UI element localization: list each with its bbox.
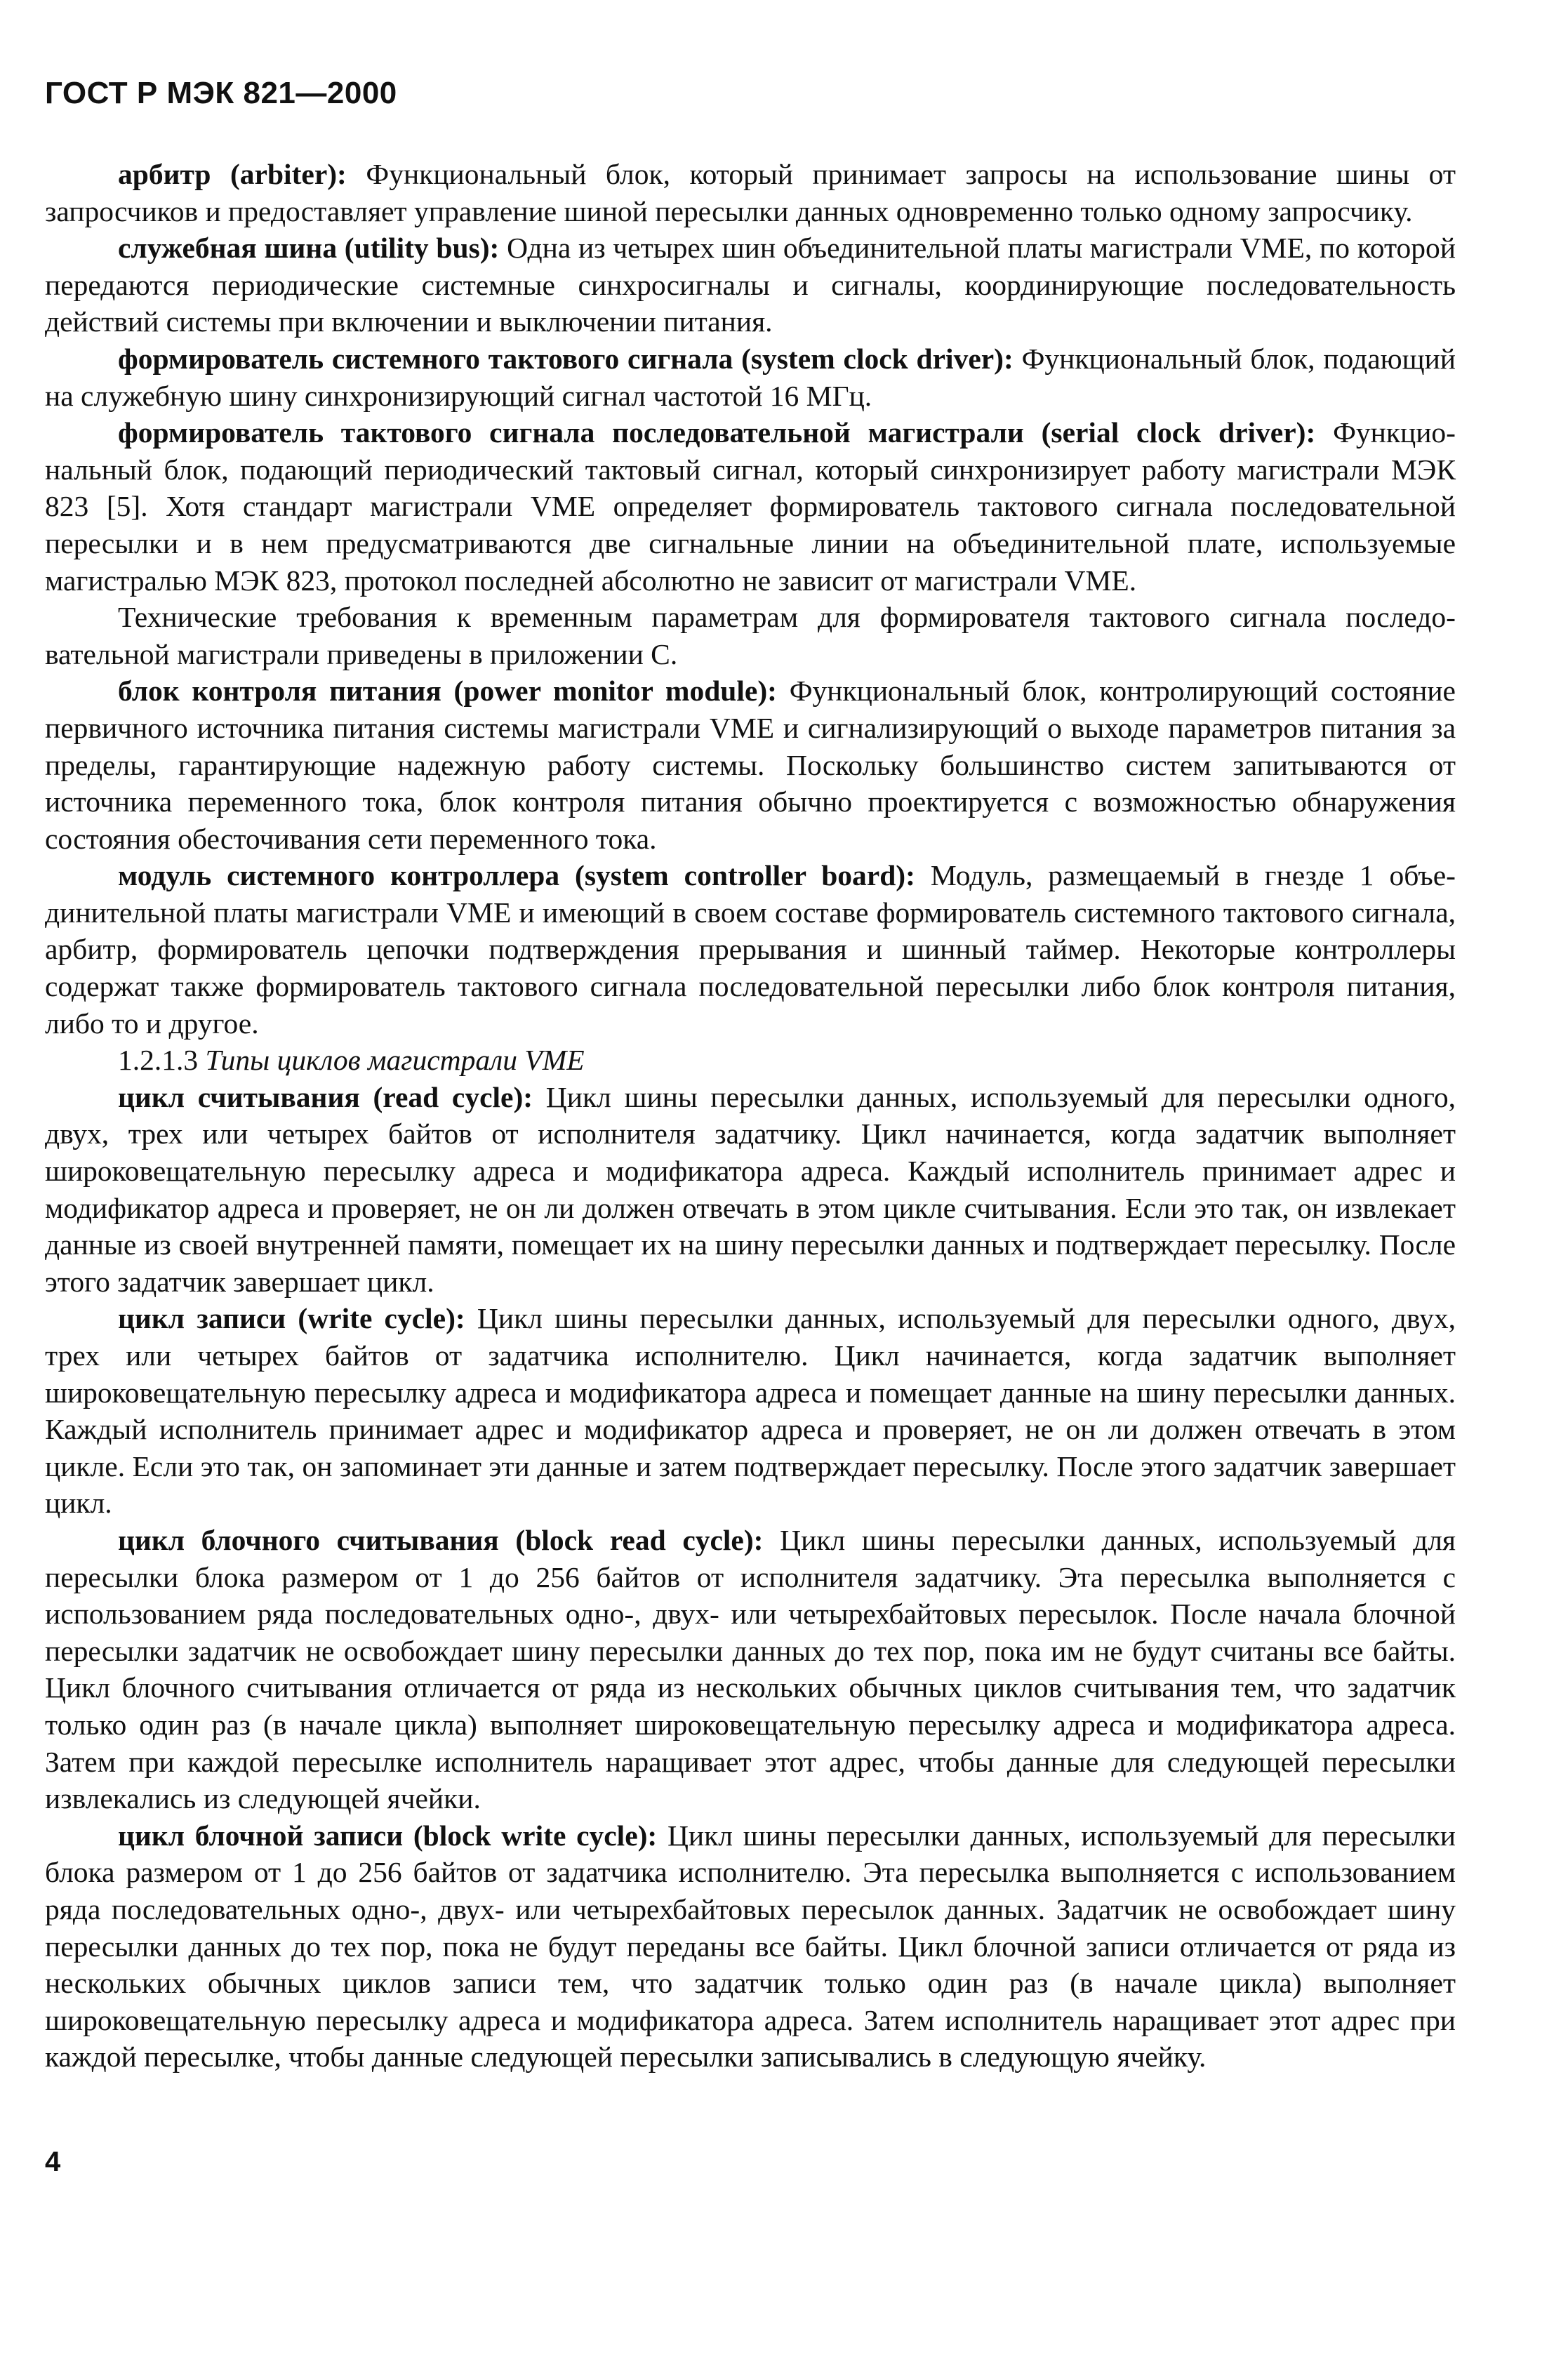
document-body [45, 156, 1456, 2076]
definition-text: Цикл шины пересылки данных, используемый для пересылки блока размером от 1 до 256 байтов от задатчика исполнителю. Эта пересылка выполняется с использованием ряда последовательных одно-, двух- или четырехбайтовых пересылок данных. Задатчик не освобождает шину пересылки данных до тех пор, пока не будут переданы все байты. Цикл блочной записи отличается от ряда из нескольких обычных циклов записи тем, что задатчик только один раз (в начале цикла) выполняет широковещательную пересылку адреса и модификатора адреса. Затем исполнитель наращивает этот адрес при каждой пересылке, чтобы данные следующей пересылки записывались в следующую ячейку. [45, 1819, 1456, 2074]
definition-system-clock-driver [45, 340, 1456, 414]
page-number: 4 [45, 2147, 61, 2177]
definition-text: Функциональный блок, подающий на служебную шину синхронизирующий сигнал частотой 16 МГц. [45, 342, 1456, 412]
standard-header: ГОСТ Р МЭК 821—2000 [45, 76, 397, 110]
definition-text: Цикл шины пересылки данных, используемый для пересылки одного, двух, трех или четырех байтов от задатчика исполнителю. Цикл начинается, когда задатчик выполняет широковещательную пересылку адреса и модификатора адреса и помещает данные на шину пересылки данных. Каждый исполнитель принимает адрес и модификатор адреса и проверяет, не он ли должен отвечать в этом цикле. Если это так, он запоминает эти данные и затем подтверждает пересылку. После этого задатчик завершает цикл. [45, 1302, 1456, 1520]
definition-arbiter [45, 156, 1456, 230]
term: цикл записи (write cycle): [118, 1302, 465, 1335]
definition-block-read-cycle [45, 1522, 1456, 1817]
definition-power-monitor-module [45, 672, 1456, 857]
term: модуль системного контроллера (system controller board): [118, 859, 915, 892]
definition-text: Функциональный блок, который принимает запросы на использование шины от запросчиков и предоставляет управление шиной пересылки данных одновременно только одному запросчику. [45, 158, 1456, 227]
definition-read-cycle [45, 1079, 1456, 1301]
subsection-number: 1.2.1.3 [118, 1044, 199, 1077]
definition-write-cycle [45, 1300, 1456, 1522]
term: цикл блочного считывания (block read cycle): [118, 1523, 764, 1556]
paragraph-text: Технические требования к временным параметрам для формирователя тактового сигнала последовательной магистрали приведены в приложении С. [45, 601, 1456, 670]
definition-text: Функциональный блок, подающий периодический тактовый сигнал, который синхронизирует работу магистрали МЭК 823 [5]. Хотя стандарт магистрали VME определяет формирователь тактового сигнала последовательной пересылки и в нем предусматриваются две сигнальные линии на объединительной плате, используемые магистралью МЭК 823, протокол последней абсолютно не зависит от магистрали VME. [45, 416, 1456, 597]
term: арбитр (arbiter): [118, 158, 347, 190]
term: служебная шина (utility bus): [118, 232, 500, 265]
term: формирователь тактового сигнала последовательной магистрали (serial clock driver): [118, 416, 1316, 449]
definition-text: Функциональный блок, контролирующий состояние первичного источника питания системы магистрали VME и сигнализирующий о выходе параметров питания за пределы, гарантирующие надежную работу системы. Поскольку большинство систем запитываются от источника переменного тока, блок контроля питания обычно проектируется с возможностью обнаружения состояния обесточивания сети переменного тока. [45, 675, 1456, 855]
definition-text: Модуль, размещаемый в гнезде 1 объединительной платы магистрали VME и имеющий в своем составе формирователь системного тактового сигнала, арбитр, формирователь цепочки подтверждения прерывания и шинный таймер. Некоторые контроллеры содержат также формирователь тактового сигнала последовательной пересылки либо блок контроля питания, либо то и другое. [45, 859, 1456, 1040]
definition-text: Цикл шины пересылки данных, используемый для пересылки блока размером от 1 до 256 байтов от исполнителя задатчику. Эта пересылка выполняется с использованием ряда последовательных одно-, двух- или четырехбайтовых пересылок. После начала блочной пересылки задатчик не освобождает шину пересылки данных до тех пор, пока им не будут считаны все байты. Цикл блочного считывания отличается от ряда из нескольких обычных циклов считывания тем, что задатчик только один раз (в начале цикла) выполняет широковещательную пересылку адреса и модификатора адреса. Затем при каждой пересылке исполнитель наращивает этот адрес, чтобы данные для следующей пересылки извлекались из следующей ячейки. [45, 1523, 1456, 1815]
note-paragraph [45, 599, 1456, 672]
definition-block-write-cycle [45, 1817, 1456, 2076]
term: блок контроля питания (power monitor module): [118, 675, 777, 708]
subsection-title: Типы циклов магистрали VME [205, 1044, 585, 1077]
definition-serial-clock-driver [45, 414, 1456, 599]
definition-text: Цикл шины пересылки данных, используемый для пересылки одного, двух, трех или четырех байтов от исполнителя задатчику. Цикл начинается, когда задатчик выполняет широковещательную пересылку адреса и модификатора адреса. Каждый исполнитель принимает адрес и модификатор адреса и проверяет, не он ли должен отвечать в этом цикле считывания. Если это так, он извлекает данные из своей внутренней памяти, помещает их на шину пересылки данных и подтверждает пересылку. После этого задатчик завершает цикл. [45, 1080, 1456, 1298]
definition-text: Одна из четырех шин объединительной платы магистрали VME, по которой передаются периодические системные синхросигналы и сигналы, координирующие последовательность действий системы при включении и выключении питания. [45, 232, 1456, 338]
term: формирователь системного тактового сигнала (system clock driver): [118, 342, 1014, 375]
term: цикл считывания (read cycle): [118, 1080, 533, 1113]
definition-system-controller-board [45, 857, 1456, 1042]
term: цикл блочной записи (block write cycle): [118, 1819, 658, 1852]
definition-utility-bus [45, 230, 1456, 340]
subsection-heading [45, 1042, 1456, 1079]
